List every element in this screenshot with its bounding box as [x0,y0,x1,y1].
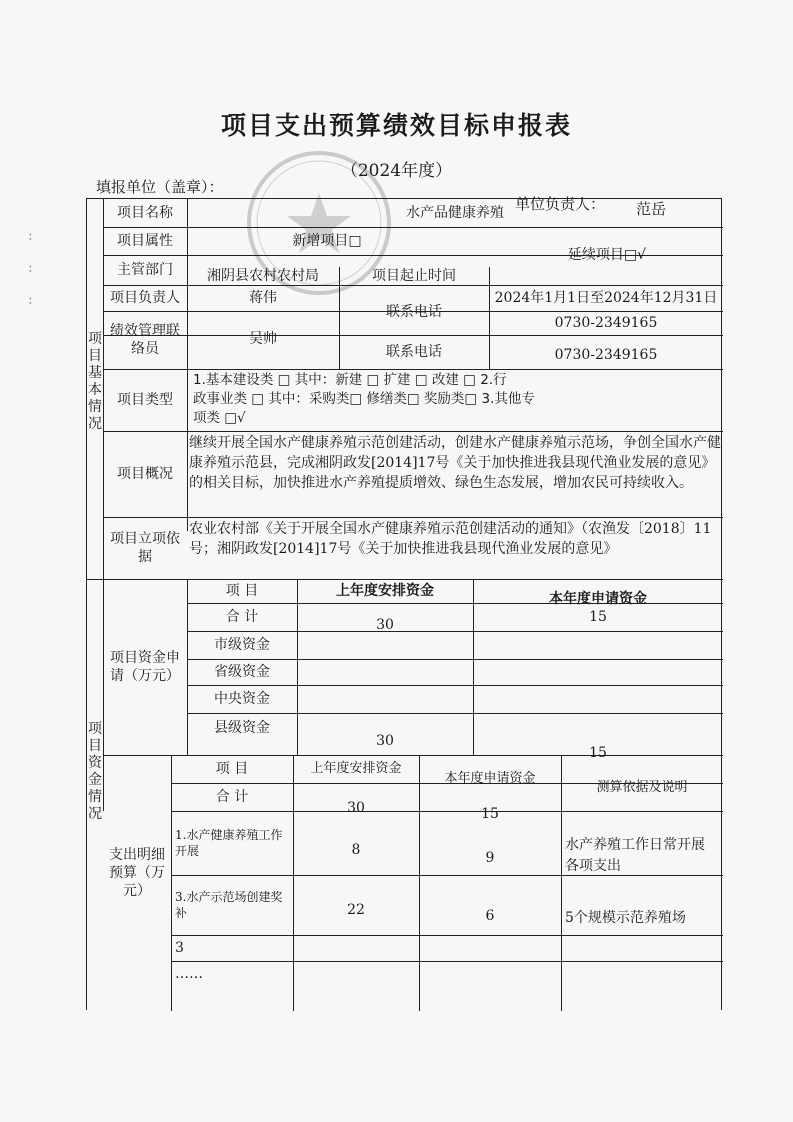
funds-row-province-item: 省级资金 [214,664,270,680]
detail-header-curr: 本年度申请资金 [444,771,536,786]
type-line-2: 政事业类 □ 其中：采购类□ 修缮类□ 奖励类□ 3.其他专 [193,391,535,407]
detail-row-total-prev: 30 [347,800,365,816]
period-label: 项目起止时间 [372,268,456,284]
detail-row-total-curr: 15 [481,806,499,822]
dept-label: 主管部门 [117,262,173,278]
funds-row-total-prev: 30 [376,617,394,633]
funds-row-total-item: 合 计 [225,609,259,625]
funds-apply-label: 项目资金申请（万元） [110,650,180,684]
overview-label: 项目概况 [117,466,173,482]
detail-row-2-note: 5个规模示范养殖场 [565,910,686,926]
funds-row-county-curr: 15 [589,745,607,761]
detail-row-3-item: 3 [175,940,184,956]
type-line-1: 1.基本建设类 □ 其中：新建 □ 扩建 □ 改建 □ 2.行 [193,372,507,388]
unit-head-name: 范岳 [636,200,667,218]
funds-row-total-curr: 15 [589,609,607,625]
contact-phone-value: 0730-2349165 [554,347,658,363]
detail-row-1-item: 1.水产健康养殖工作开展 [175,828,283,858]
detail-row-1-note: 水产养殖工作日常开展各项支出 [565,837,705,874]
type-options [193,371,721,428]
margin-marks: : : : [28,228,33,308]
detail-row-2-item: 3.水产示范场创建奖补 [175,890,283,920]
leader-label: 项目负责人 [110,290,180,306]
contact-phone-label: 联系电话 [386,344,442,360]
contact-value: 吴帅 [249,331,277,347]
basis-text: 农业农村部《关于开展全国水产健康养殖示范创建活动的通知》（农渔发〔2018〕11号；湘阴政发[2014]17号《关于加快推进我县现代渔业发展的意见》 [189,521,712,557]
overview-text: 继续开展全国水产健康养殖示范创建活动，创建水产健康养殖示范场，争创全国水产健康养殖示范县，完成湘阴政发[2014]17号《关于加快推进我县现代渔业发展的意见》的相关目标，加快推进水产养殖提质增效、绿色生态发展，增加农民可持续收入。 [189,435,721,491]
leader-phone-label: 联系电话 [386,304,442,320]
detail-row-total-item: 合 计 [215,789,249,805]
dept-value: 湘阴县农村农村局 [207,268,319,284]
detail-row-1-prev: 8 [351,842,361,858]
project-name-label: 项目名称 [117,205,173,221]
detail-header-prev: 上年度安排资金 [310,761,402,776]
basic-section-label: 项目基本情况 [88,331,102,432]
leader-phone-value: 0730-2349165 [554,315,658,331]
funds-row-county-item: 县级资金 [214,720,270,736]
new-project-option: 新增项目□ [292,233,362,249]
project-name-value: 水产品健康养殖 [406,205,504,221]
detail-header-note: 测算依据及说明 [596,780,688,795]
contact-label: 绩效管理联络员 [110,323,180,357]
funds-header-curr: 本年度申请资金 [549,591,647,607]
project-attr-label: 项目属性 [117,233,173,249]
unit-head-label: 单位负责人： [515,195,606,213]
funds-row-city-item: 市级资金 [214,637,270,653]
detail-row-4-item: …… [175,966,203,982]
funds-row-county-prev: 30 [376,733,394,749]
type-line-3: 项类 □√ [193,410,246,426]
funds-section-label: 项目资金情况 [88,721,102,822]
detail-budget-label: 支出明细预算（万元） [109,847,165,899]
detail-row-1-curr: 9 [485,850,495,866]
form-table [86,198,722,1010]
form-year: （2024年度） [340,161,453,181]
detail-header-item: 项 目 [215,761,249,777]
period-value: 2024年1月1日至2024年12月31日 [494,290,718,306]
funds-header-item: 项 目 [225,583,259,599]
continue-project-option: 延续项目□√ [567,247,647,263]
leader-value: 蒋伟 [249,290,277,306]
detail-row-2-prev: 22 [347,902,365,918]
basis-label: 项目立项依据 [110,531,180,565]
type-label: 项目类型 [117,392,173,408]
fill-unit-label: 填报单位（盖章）： [96,178,224,196]
form-title: 项目支出预算绩效目标申报表 [220,111,572,140]
funds-row-central-item: 中央资金 [214,691,270,707]
funds-header-prev: 上年度安排资金 [336,583,434,599]
detail-row-2-curr: 6 [485,908,495,924]
